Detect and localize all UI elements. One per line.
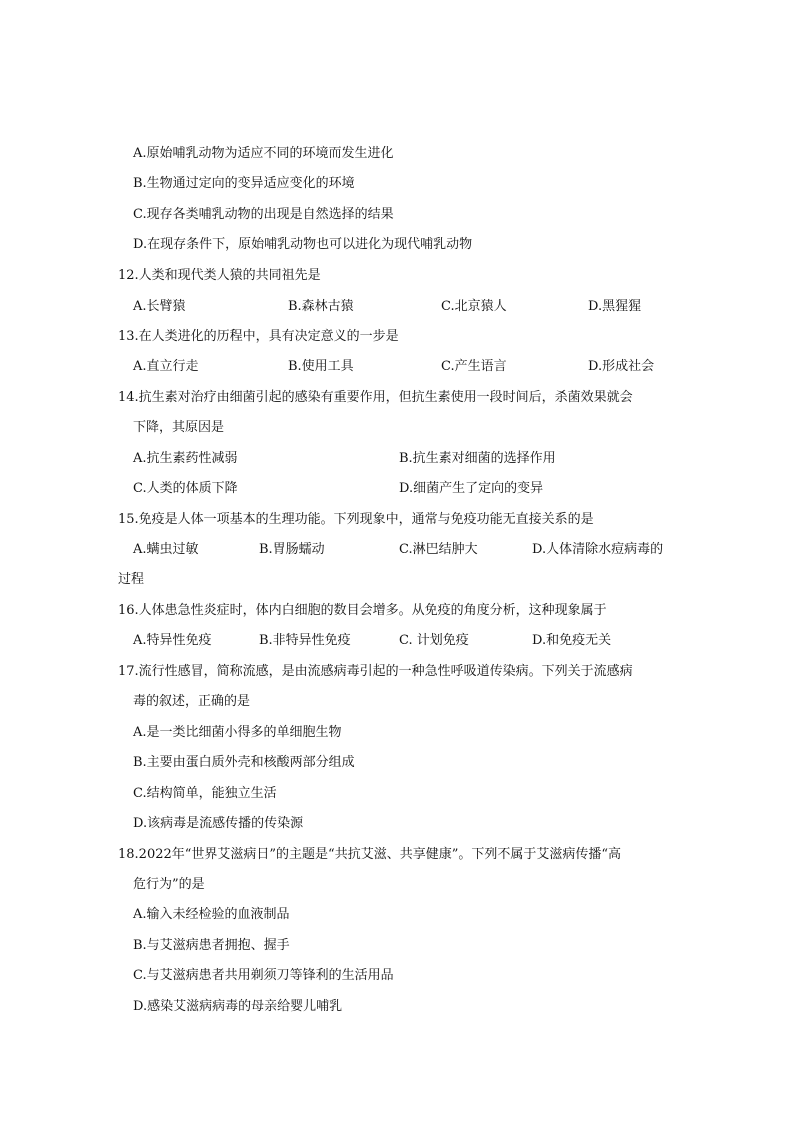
q12-option-c: C.北京猿人 [441,299,507,314]
q17-option-b: B.主要由蛋白质外壳和核酸两部分组成 [133,755,355,770]
q15-stem: 15.免疫是人体一项基本的生理功能。下列现象中，通常与免疫功能无直接关系的是 [118,512,594,527]
q18-option-c: C.与艾滋病患者共用剃须刀等锋利的生活用品 [133,968,394,983]
q18-stem-line1: 18.2022年“世界艾滋病日”的主题是“共抗艾滋、共享健康”。下列不属于艾滋病传播“高 [118,847,621,862]
q15-option-b: B.胃肠蠕动 [259,542,325,557]
q16-option-b: B.非特异性免疫 [259,633,351,648]
q16-option-d: D.和免疫无关 [532,633,612,648]
q17-stem-line1: 17.流行性感冒，简称流感，是由流感病毒引起的一种急性呼吸道传染病。下列关于流感病 [118,664,633,679]
q18-stem-line2: 危行为”的是 [133,877,205,892]
q16-stem: 16.人体患急性炎症时，体内白细胞的数目会增多。从免疫的角度分析，这种现象属于 [118,603,607,618]
q17-stem-line2: 毒的叙述，正确的是 [133,694,251,709]
q11-option-d: D.在现存条件下，原始哺乳动物也可以进化为现代哺乳动物 [133,237,473,252]
q12-option-d: D.黑猩猩 [588,299,642,314]
q15-option-d-continued: 过程 [118,572,145,587]
q11-option-a: A.原始哺乳动物为适应不同的环境而发生进化 [133,146,394,161]
q13-stem: 13.在人类进化的历程中，具有决定意义的一步是 [118,329,399,344]
q12-stem: 12.人类和现代类人猿的共同祖先是 [118,268,321,283]
q14-stem-line2: 下降，其原因是 [133,420,225,435]
q14-option-b: B.抗生素对细菌的选择作用 [399,451,556,466]
q14-option-d: D.细菌产生了定向的变异 [399,481,544,496]
q12-option-a: A.长臂猿 [133,299,186,314]
q12-option-b: B.森林古猿 [288,299,354,314]
q14-stem-line1: 14.抗生素对治疗由细菌引起的感染有重要作用，但抗生素使用一段时间后，杀菌效果就会 [118,390,633,405]
q15-option-d: D.人体清除水痘病毒的 [532,542,664,557]
q17-option-c: C.结构简单，能独立生活 [133,786,277,801]
q16-option-a: A.特异性免疫 [133,633,212,648]
q13-option-b: B.使用工具 [288,359,354,374]
q18-option-b: B.与艾滋病患者拥抱、握手 [133,938,290,953]
q14-option-a: A.抗生素药性减弱 [133,451,238,466]
q13-option-d: D.形成社会 [588,359,655,374]
q15-option-a: A.螨虫过敏 [133,542,199,557]
q16-option-c: C. 计划免疫 [399,633,469,648]
q11-option-b: B.生物通过定向的变异适应变化的环境 [133,176,355,191]
q15-option-c: C.淋巴结肿大 [399,542,478,557]
q11-option-c: C.现存各类哺乳动物的出现是自然选择的结果 [133,207,394,222]
q18-option-a: A.输入未经检验的血液制品 [133,907,290,922]
q13-option-c: C.产生语言 [441,359,507,374]
q17-option-a: A.是一类比细菌小得多的单细胞生物 [133,725,342,740]
q17-option-d: D.该病毒是流感传播的传染源 [133,816,304,831]
q14-option-c: C.人类的体质下降 [133,481,238,496]
q18-option-d: D.感染艾滋病病毒的母亲给婴儿哺乳 [133,999,343,1014]
q13-option-a: A.直立行走 [133,359,199,374]
